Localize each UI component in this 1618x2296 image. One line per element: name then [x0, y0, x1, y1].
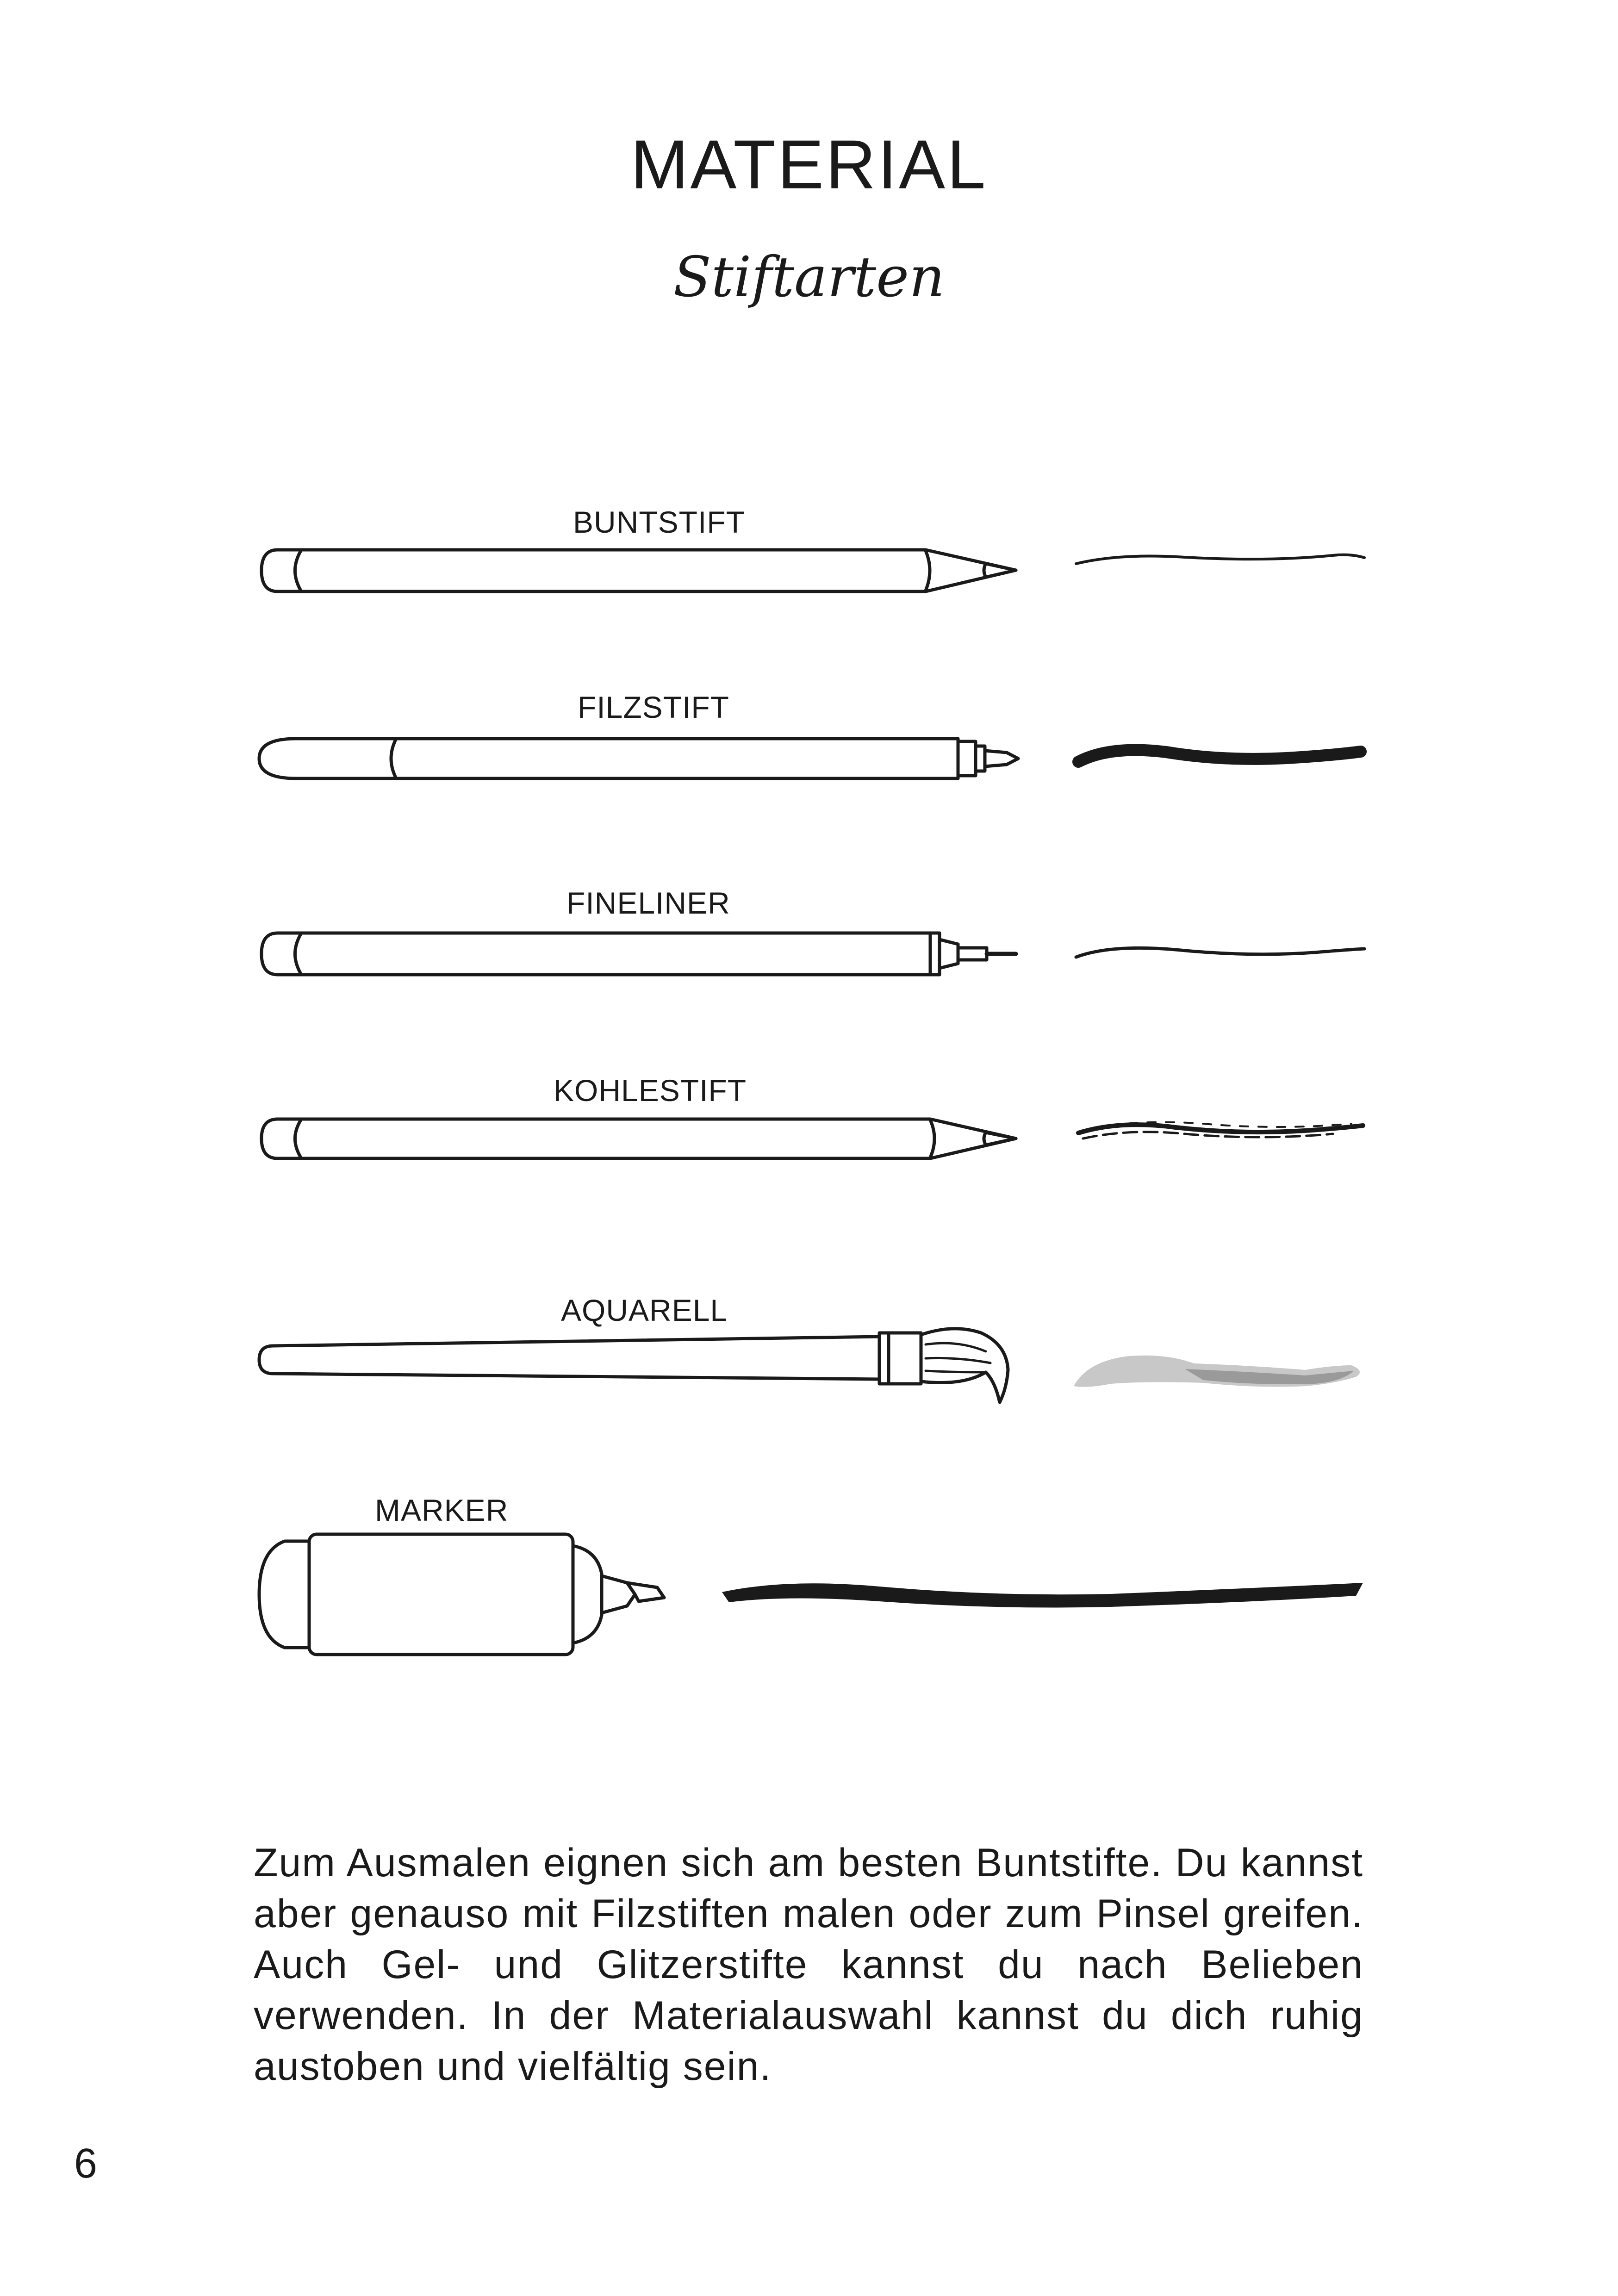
broad-marker-stroke: [722, 1583, 1363, 1608]
fine-line-stroke: [1076, 948, 1364, 957]
tool-label-marker: MARKER: [375, 1493, 509, 1527]
tool-label-aquarell: AQUARELL: [561, 1293, 728, 1327]
charcoal-pencil-icon: [261, 1119, 1016, 1158]
watercolor-gray-stroke: [1074, 1356, 1360, 1387]
charcoal-textured-stroke: [1078, 1122, 1363, 1139]
tool-label-fineliner: FINELINER: [566, 886, 730, 920]
tool-label-filzstift: FILZSTIFT: [578, 690, 729, 724]
page-title: MATERIAL: [630, 125, 988, 203]
tool-label-kohlestift: KOHLESTIFT: [554, 1073, 747, 1108]
highlighter-marker-icon: [259, 1534, 664, 1655]
felt-tip-pen-icon: [259, 739, 1018, 778]
thin-sketchy-stroke: [1076, 555, 1364, 564]
bold-stroke: [1078, 750, 1361, 762]
section-subtitle: Stiftarten: [673, 245, 945, 310]
page-number: 6: [74, 2140, 98, 2187]
colored-pencil-icon: [261, 550, 1016, 591]
tool-label-buntstift: BUNTSTIFT: [573, 505, 745, 539]
fineliner-icon: [261, 933, 1016, 975]
body-paragraph: Zum Ausmalen eignen sich am besten Buntstifte. Du kannst aber genauso mit Filzstiften malen oder zum Pinsel greifen. Auch Gel- und Glitzerstifte kannst du nach Belieben verwenden. In der Materialauswahl kannst du dich ruhig austoben und vielfältig sein.: [254, 1841, 1363, 2089]
paint-brush-icon: [259, 1329, 1008, 1402]
